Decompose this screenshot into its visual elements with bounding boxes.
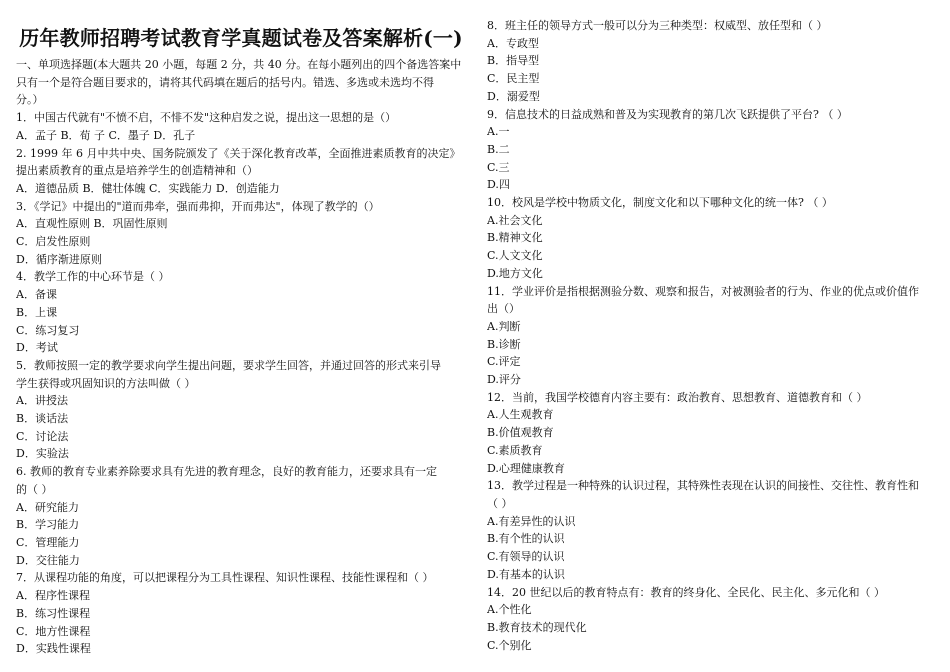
text-line: 出（） — [487, 302, 520, 316]
text-line: D．考试 — [16, 341, 58, 355]
text-line: A．专政型 — [487, 36, 539, 50]
text-line: 4．教学工作的中心环节是（ ） — [16, 270, 170, 284]
text-line: A.人生观教育 — [487, 408, 554, 422]
text-line: C．管理能力 — [16, 535, 80, 549]
document-title: 历年教师招聘考试教育学真题试卷及答案解析(一) — [19, 26, 463, 50]
text-line: 3．《学记》中提出的"道而弗牵，强而弗抑，开而弗达"，体现了教学的（） — [16, 199, 380, 213]
text-line: D．循序渐进原则 — [16, 252, 102, 266]
text-line: A．道德品质 B．健壮体魄 C．实践能力 D．创造能力 — [16, 181, 280, 195]
text-line: D.四 — [487, 178, 510, 192]
text-line: A．孟子 B．荀 子 C．墨子 D．孔子 — [16, 128, 196, 142]
text-line: A．备课 — [16, 288, 57, 302]
text-line: D.评分 — [487, 373, 521, 387]
right-column — [487, 17, 937, 654]
text-line: B．谈话法 — [16, 412, 69, 426]
text-line: A．程序性课程 — [16, 589, 90, 603]
text-line: 1．中国古代就有"不愤不启，不悱不发"这种启发之说，提出这一思想的是（） — [16, 111, 397, 125]
text-line: D．溺爱型 — [487, 89, 540, 103]
text-line: D．实验法 — [16, 447, 69, 461]
text-line: A．研究能力 — [16, 500, 79, 514]
text-line: D.有基本的认识 — [487, 567, 565, 581]
text-line: B.精神文化 — [487, 231, 543, 245]
text-line: 14．20 世纪以后的教育特点有：教育的终身化、全民化、民主化、多元化和（ ） — [487, 585, 885, 599]
text-line: B.有个性的认识 — [487, 532, 565, 546]
text-line: C．地方性课程 — [16, 624, 91, 638]
text-line: 提出素质教育的重点是培养学生的创造精神和（） — [16, 164, 258, 178]
text-line: B.教育技术的现代化 — [487, 620, 587, 634]
text-line: 12．当前，我国学校德育内容主要有：政治教育、思想教育、道德教育和（ ） — [487, 390, 868, 404]
text-line: A.社会文化 — [487, 213, 543, 227]
text-line: 6. 教师的教育专业素养除要求具有先进的教育理念，良好的教育能力，还要求具有一定 — [16, 465, 437, 479]
text-line: 的（ ） — [16, 482, 53, 496]
text-line: C.素质教育 — [487, 443, 543, 457]
left-column — [16, 0, 466, 658]
right-text-lines — [487, 17, 937, 654]
text-line: A.一 — [487, 125, 510, 139]
text-line: A.判断 — [487, 319, 521, 333]
text-line: A.个性化 — [487, 603, 532, 617]
text-line: A．讲授法 — [16, 394, 68, 408]
text-line: A．直观性原则 B．巩固性原则 — [16, 217, 168, 231]
text-line: D.地方文化 — [487, 266, 543, 280]
text-line: B．练习性课程 — [16, 606, 91, 620]
text-line: B.二 — [487, 142, 510, 156]
text-line: C.有领导的认识 — [487, 550, 565, 564]
text-line: 只有一个是符合题目要求的，请将其代码填在题后的括号内。错选、多选或未选均不得 — [16, 75, 434, 89]
text-line: C.评定 — [487, 355, 521, 369]
text-line: 10．校风是学校中物质文化，制度文化和以下哪种文化的统一体? （ ） — [487, 196, 833, 210]
text-line: D．实践性课程 — [16, 642, 91, 656]
text-line: 9．信息技术的日益成熟和普及为实现教育的第几次飞跃提供了平台? （ ） — [487, 107, 848, 121]
text-line: 13．教学过程是一种特殊的认识过程，其特殊性表现在认识的间接性、交往性、教育性和 — [487, 479, 919, 493]
text-line: B.价值观教育 — [487, 426, 554, 440]
text-line: 一、单项选择题(本大题共 20 小题，每题 2 分，共 40 分。在每小题列出的四个备选答案中 — [16, 58, 462, 71]
text-line: D．交往能力 — [16, 553, 80, 567]
text-line: C．民主型 — [487, 72, 540, 86]
text-line: B．学习能力 — [16, 518, 80, 532]
text-line: 7．从课程功能的角度，可以把课程分为工具性课程、知识性课程、技能性课程和（ ） — [16, 571, 434, 585]
text-line: B.诊断 — [487, 337, 521, 351]
text-line: 11．学业评价是指根据测验分数、观察和报告，对被测验者的行为、作业的优点或价值作 — [487, 284, 919, 298]
text-line: 2. 1999 年 6 月中共中央、国务院颁发了《关于深化教育改革，全面推进素质教育的决定》 — [16, 146, 461, 160]
text-line: C．讨论法 — [16, 429, 69, 443]
text-line: 学生获得或巩固知识的方法叫做（ ） — [16, 376, 196, 390]
text-line: 8．班主任的领导方式一般可以分为三种类型：权威型、放任型和（ ） — [487, 19, 828, 32]
text-line: B．指导型 — [487, 54, 540, 68]
text-line: A.有差异性的认识 — [487, 514, 576, 528]
text-line: D.心理健康教育 — [487, 461, 565, 475]
text-line: 5．教师按照一定的教学要求向学生提出问题，要求学生回答，并通过回答的形式来引导 — [16, 358, 441, 372]
text-line: C.三 — [487, 160, 510, 174]
text-line: C.个别化 — [487, 638, 532, 652]
text-line: （ ） — [487, 496, 513, 510]
text-line: C.人文文化 — [487, 249, 543, 263]
left-text-lines — [16, 56, 466, 658]
text-line: 分。） — [16, 93, 44, 107]
text-line: C．启发性原则 — [16, 235, 91, 249]
text-line: B．上课 — [16, 305, 58, 319]
text-line: C．练习复习 — [16, 323, 80, 337]
